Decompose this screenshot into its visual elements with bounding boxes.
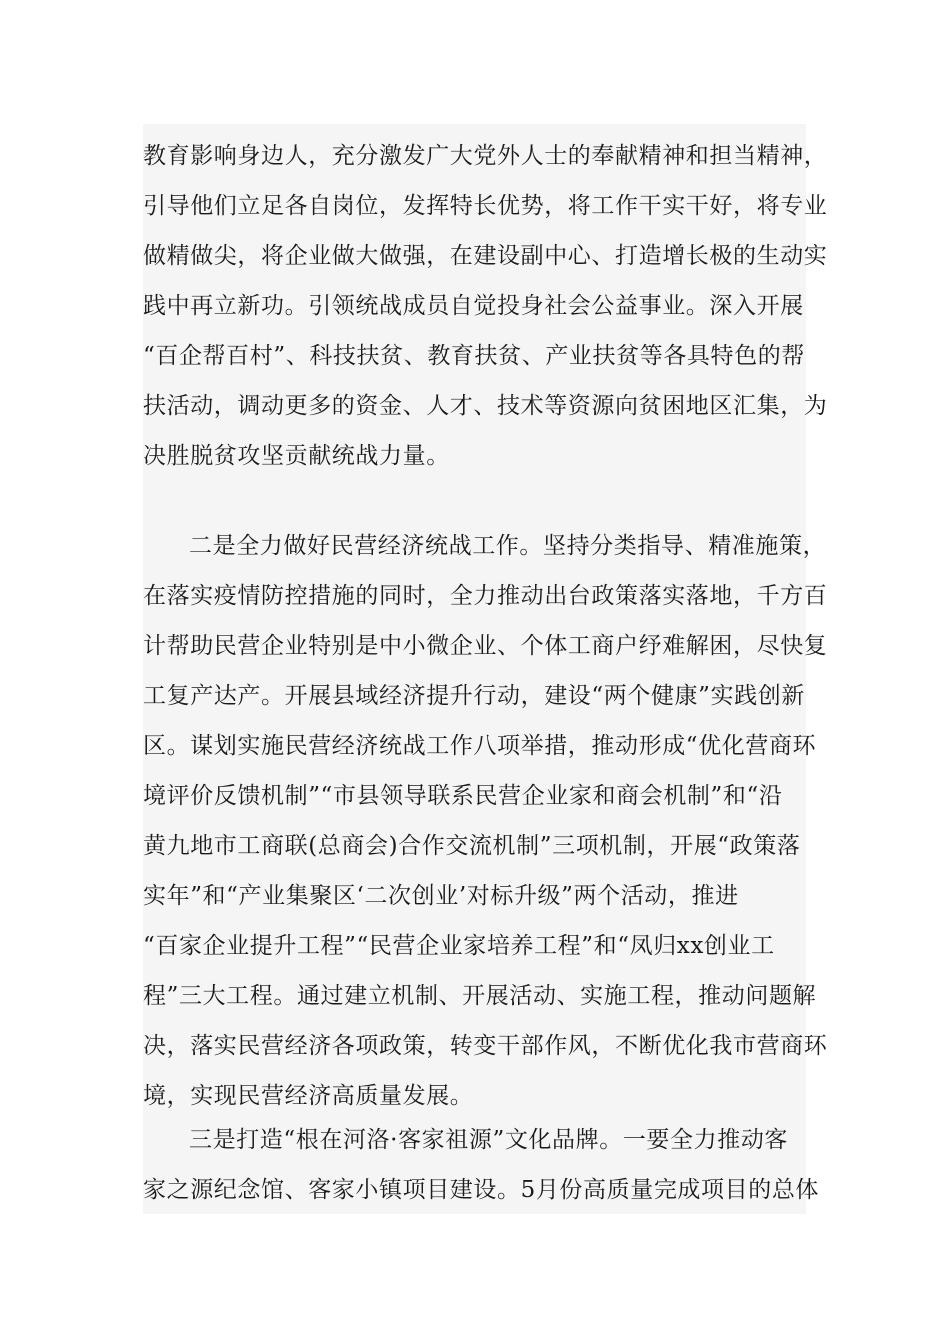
paragraph-3-line-2: 家之源纪念馆、客家小镇项目建设。5月份高质量完成项目的总体 [143, 1177, 820, 1203]
paragraph-2-line-10: 程”三大工程。通过建立机制、开展活动、实施工程，推动问题解 [143, 983, 817, 1009]
paragraph-3-line-1: 三是打造“根在河洛·客家祖源”文化品牌。一要全力推动客 [189, 1127, 789, 1153]
paragraph-2-line-8: 实年”和“产业集聚区‘二次创业’对标升级”两个活动，推进 [143, 883, 739, 909]
paragraph-1-line-7: 决胜脱贫攻坚贡献统战力量。 [143, 443, 450, 469]
paragraph-1-line-3: 做精做尖，将企业做大做强，在建设副中心、打造增长极的生动实 [143, 243, 828, 269]
paragraph-2-line-5: 区。谋划实施民营经济统战工作八项举措，推动形成“优化营商环 [143, 733, 817, 759]
paragraph-2-line-4: 工复产达产。开展县域经济提升行动，建设“两个健康”实践创新 [143, 683, 805, 709]
paragraph-2-line-6: 境评价反馈机制”“市县领导联系民营企业家和商会机制”和“沿 [143, 783, 783, 809]
paragraph-1-line-1: 教育影响身边人，充分激发广大党外人士的奉献精神和担当精神， [143, 143, 828, 169]
paragraph-2-line-12: 境，实现民营经济高质量发展。 [143, 1083, 474, 1109]
paragraph-2-line-9: “百家企业提升工程”“民营企业家培养工程”和“凤归xx创业工 [143, 933, 775, 959]
paragraph-2-line-7: 黄九地市工商联(总商会)合作交流机制”三项机制，开展“政策落 [143, 833, 801, 859]
paragraph-2-line-3: 计帮助民营企业特别是中小微企业、个体工商户纾难解困，尽快复 [143, 633, 828, 659]
paragraph-2-line-11: 决，落实民营经济各项政策，转变干部作风，不断优化我市营商环 [143, 1033, 828, 1059]
paragraph-1-line-5: “百企帮百村”、科技扶贫、教育扶贫、产业扶贫等各具特色的帮 [143, 343, 805, 369]
paragraph-1-line-2: 引导他们立足各自岗位，发挥特长优势，将工作干实干好，将专业 [143, 193, 828, 219]
paragraph-1-line-4: 践中再立新功。引领统战成员自觉投身社会公益事业。深入开展 [143, 293, 804, 319]
paragraph-2-line-1: 二是全力做好民营经济统战工作。坚持分类指导、精准施策， [189, 533, 827, 559]
paragraph-2-line-2: 在落实疫情防控措施的同时，全力推动出台政策落实落地，千方百 [143, 583, 828, 609]
document-body [143, 124, 828, 1214]
paragraph-1-line-6: 扶活动，调动更多的资金、人才、技术等资源向贫困地区汇集，为 [143, 393, 828, 419]
